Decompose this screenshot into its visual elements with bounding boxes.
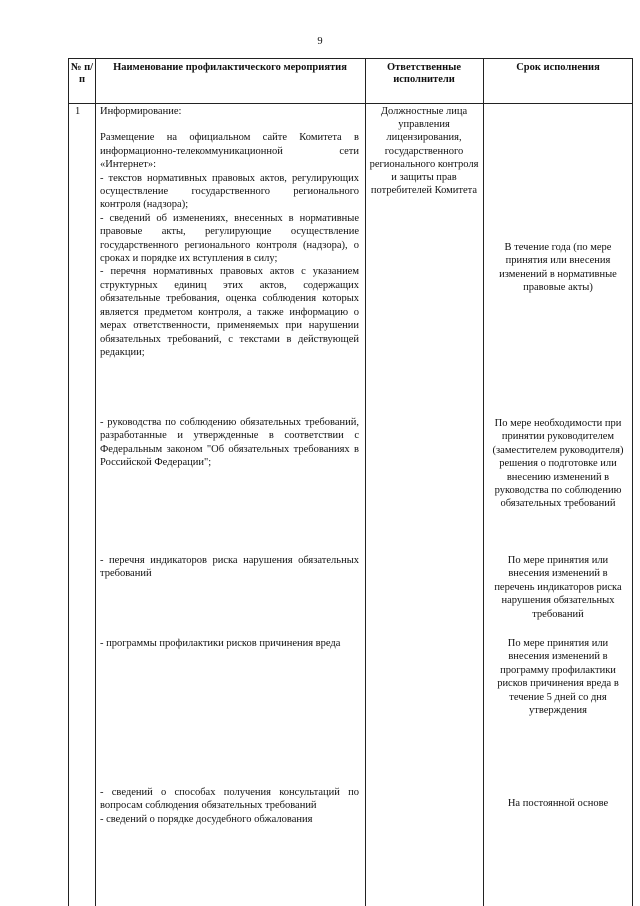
column-divider [95, 59, 96, 906]
header-responsible: Ответственные исполнители [386, 62, 462, 85]
measure-line: - текстов нормативных правовых актов, регулирующих осуществление государственного регионального контроля (надзора); [100, 172, 359, 211]
measure-line: - сведений о порядке досудебного обжалования [100, 813, 313, 825]
measure-line: - сведений об изменениях, внесенных в нормативные правовые акты, регулирующие осуществление государственного регионального контроля (надзора), о сроках и порядке их вступления в силу; [100, 212, 359, 265]
measure-line: Размещение на официальном сайте Комитета в информационно-телекоммуникационной сети «Интернет»: [100, 132, 359, 171]
measure-prevention-program: - программы профилактики рисков причинения вреда [100, 638, 341, 649]
deadline-item-4: По мере принятия или внесения изменений в программу профилактики рисков причинения вреда в течение 5 дней со дня утверждения [497, 638, 619, 717]
deadline-item-1: В течение года (по мере принятия или внесения изменений в нормативные правовые акты) [499, 242, 617, 294]
measure-line: - перечня нормативных правовых актов с указанием структурных единиц этих актов, содержащих обязательные требования, оценка соблюдения которых является предметом контроля, а также информацию о мерах ответственности, применяемых при нарушении обязательных требований, с текстами в действующей редакции; [100, 266, 359, 358]
page-number: 9 [317, 36, 323, 47]
header-number: № п/п [70, 62, 94, 85]
deadline-item-5: На постоянной основе [507, 798, 609, 809]
column-divider [365, 59, 366, 906]
responsible-persons: Должностные лица управления лицензирования, государственного регионального контроля и защиты прав потребителей Комитета [369, 106, 479, 197]
row-number: 1 [75, 106, 81, 117]
measures-table [68, 58, 633, 906]
blank-line [100, 118, 359, 131]
measure-line: - сведений о способах получения консультаций по вопросам соблюдения обязательных требований [100, 787, 359, 812]
column-divider [483, 59, 484, 906]
measure-consultations [100, 786, 359, 826]
deadline-item-2: По мере необходимости при принятии руководителем (заместителем руководителя) решения о подготовке или внесению изменений в руководства по соблюдению обязательных требований [492, 418, 624, 510]
measure-informing [100, 105, 359, 359]
measure-title: Информирование: [100, 106, 182, 117]
header-divider [69, 103, 632, 104]
header-measure-name: Наименование профилактического мероприятия [113, 62, 347, 73]
deadline-item-3: По мере принятия или внесения изменений в перечень индикаторов риска нарушения обязательных требований [494, 555, 622, 620]
measure-risk-indicators: - перечня индикаторов риска нарушения обязательных требований [100, 555, 359, 580]
measure-guidelines: - руководства по соблюдению обязательных требований, разработанные и утвержденные в соответствии с Федеральным законом "Об обязательных требованиях в Российской Федерации"; [100, 417, 359, 469]
header-deadline: Срок исполнения [516, 62, 600, 73]
